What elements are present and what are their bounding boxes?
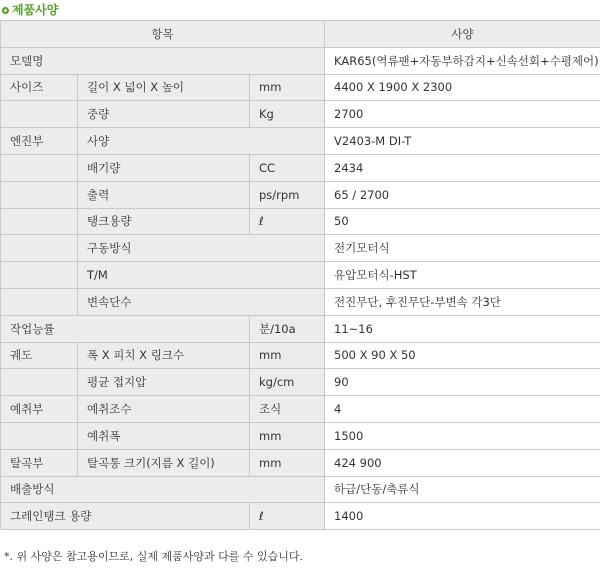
row-unit: mm bbox=[250, 449, 325, 476]
group-label-blank bbox=[1, 369, 78, 396]
row-value: 50 bbox=[325, 208, 600, 235]
table-row bbox=[1, 181, 600, 208]
row-value: 424 900 bbox=[325, 449, 600, 476]
row-value: 11~16 bbox=[325, 315, 600, 342]
row-unit: mm bbox=[250, 422, 325, 449]
row-value: 1500 bbox=[325, 422, 600, 449]
table-row bbox=[1, 74, 600, 101]
row-label: 예취조수 bbox=[78, 396, 250, 423]
section-title bbox=[0, 0, 600, 20]
table-row bbox=[1, 101, 600, 128]
spec-table bbox=[0, 20, 600, 530]
row-value: 전기모터식 bbox=[325, 235, 600, 262]
table-row bbox=[1, 342, 600, 369]
row-label: 변속단수 bbox=[78, 288, 325, 315]
row-label: 탈곡통 크기(지름 X 길이) bbox=[78, 449, 250, 476]
table-row bbox=[1, 288, 600, 315]
group-label: 사이즈 bbox=[1, 74, 78, 101]
section-title-text: 제품사양 bbox=[12, 3, 59, 17]
row-value: 90 bbox=[325, 369, 600, 396]
table-row bbox=[1, 47, 600, 74]
group-label-blank bbox=[1, 208, 78, 235]
row-label: 작업능률 bbox=[1, 315, 250, 342]
row-unit: CC bbox=[250, 154, 325, 181]
row-label: 사양 bbox=[78, 128, 325, 155]
row-value: 65 / 2700 bbox=[325, 181, 600, 208]
group-label: 탈곡부 bbox=[1, 449, 78, 476]
group-label-blank bbox=[1, 262, 78, 289]
row-label: 배기량 bbox=[78, 154, 250, 181]
table-row bbox=[1, 449, 600, 476]
row-value: 전진무단, 후진무단-부변속 각3단 bbox=[325, 288, 600, 315]
row-label: 길이 X 넓이 X 높이 bbox=[78, 74, 250, 101]
group-label-blank bbox=[1, 422, 78, 449]
header-spec: 사양 bbox=[325, 21, 600, 48]
group-label: 예취부 bbox=[1, 396, 78, 423]
row-label: 예취폭 bbox=[78, 422, 250, 449]
row-unit: mm bbox=[250, 342, 325, 369]
row-value: 2700 bbox=[325, 101, 600, 128]
group-label-blank bbox=[1, 101, 78, 128]
row-label: 폭 X 피치 X 링크수 bbox=[78, 342, 250, 369]
row-label: 평균 접지압 bbox=[78, 369, 250, 396]
group-label-blank bbox=[1, 288, 78, 315]
table-row bbox=[1, 503, 600, 530]
group-label-blank bbox=[1, 181, 78, 208]
row-label: 배출방식 bbox=[1, 476, 325, 503]
row-label: 모델명 bbox=[1, 47, 325, 74]
row-value: V2403-M DI-T bbox=[325, 128, 600, 155]
row-value: 유압모터식-HST bbox=[325, 262, 600, 289]
row-label: T/M bbox=[78, 262, 325, 289]
row-value: 2434 bbox=[325, 154, 600, 181]
header-item: 항목 bbox=[1, 21, 325, 48]
group-label-blank bbox=[1, 154, 78, 181]
row-unit: mm bbox=[250, 74, 325, 101]
row-unit: kg/cm bbox=[250, 369, 325, 396]
table-row bbox=[1, 476, 600, 503]
header-row bbox=[1, 21, 600, 48]
group-label: 궤도 bbox=[1, 342, 78, 369]
table-row bbox=[1, 154, 600, 181]
table-row bbox=[1, 369, 600, 396]
table-row bbox=[1, 208, 600, 235]
table-row bbox=[1, 235, 600, 262]
row-value: KAR65(역류팬+자동부하감지+신속선회+수평제어) bbox=[325, 47, 600, 74]
table-row bbox=[1, 262, 600, 289]
row-value: 4 bbox=[325, 396, 600, 423]
row-unit: 조식 bbox=[250, 396, 325, 423]
table-row bbox=[1, 128, 600, 155]
row-value: 1400 bbox=[325, 503, 600, 530]
row-label: 그레인탱크 용량 bbox=[1, 503, 250, 530]
row-unit: Kg bbox=[250, 101, 325, 128]
row-label: 중량 bbox=[78, 101, 250, 128]
table-row bbox=[1, 422, 600, 449]
row-label: 탱크용량 bbox=[78, 208, 250, 235]
row-value: 500 X 90 X 50 bbox=[325, 342, 600, 369]
row-label: 출력 bbox=[78, 181, 250, 208]
row-unit: ℓ bbox=[250, 208, 325, 235]
table-row bbox=[1, 396, 600, 423]
table-row bbox=[1, 315, 600, 342]
row-unit: ℓ bbox=[250, 503, 325, 530]
group-label: 엔진부 bbox=[1, 128, 78, 155]
row-value: 하급/단동/축류식 bbox=[325, 476, 600, 503]
row-value: 4400 X 1900 X 2300 bbox=[325, 74, 600, 101]
group-label-blank bbox=[1, 235, 78, 262]
row-unit: ps/rpm bbox=[250, 181, 325, 208]
row-label: 구동방식 bbox=[78, 235, 325, 262]
circle-bullet-icon bbox=[2, 7, 9, 14]
row-unit: 분/10a bbox=[250, 315, 325, 342]
disclaimer-note: *. 위 사양은 참고용이므로, 실제 제품사양과 다를 수 있습니다. bbox=[4, 550, 303, 563]
